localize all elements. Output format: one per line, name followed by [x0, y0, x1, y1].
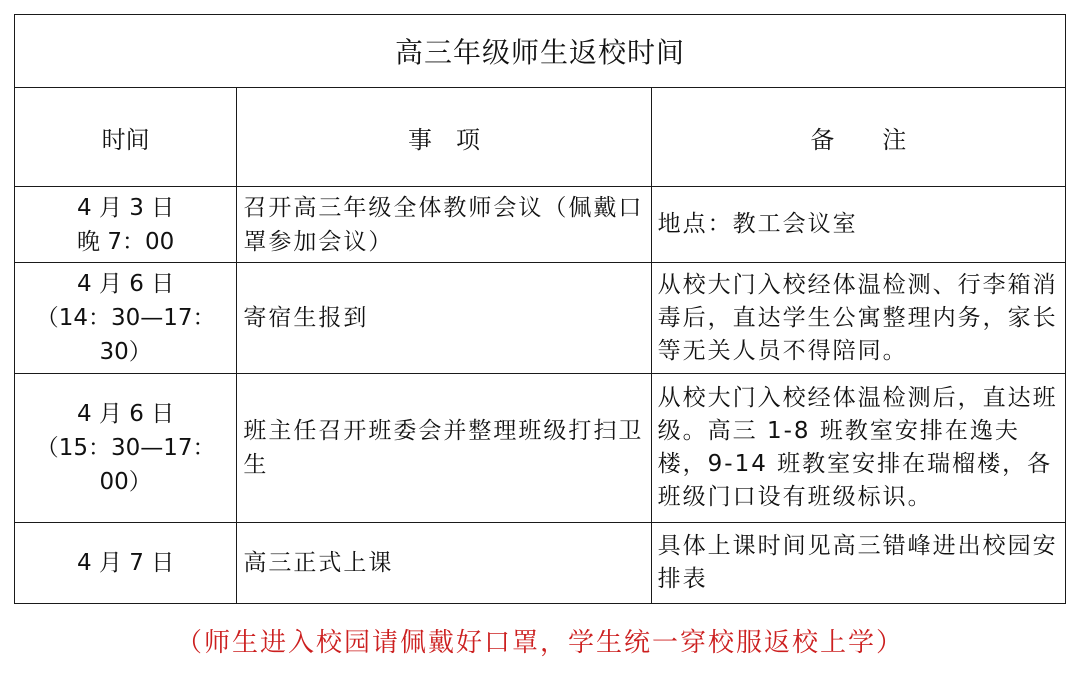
- schedule-table: [14, 14, 1066, 604]
- table-title: 高三年级师生返校时间: [15, 15, 1066, 88]
- cell-note: 从校大门入校经体温检测、行李箱消毒后，直达学生公寓整理内务，家长等无关人员不得陪同。: [651, 263, 1065, 374]
- table-title-row: [15, 15, 1066, 88]
- cell-note: 具体上课时间见高三错峰进出校园安排表: [651, 523, 1065, 604]
- cell-note: 地点：教工会议室: [651, 187, 1065, 263]
- cell-time: 4 月 7 日: [15, 523, 237, 604]
- schedule-sheet: [14, 14, 1066, 604]
- cell-item: 班主任召开班委会并整理班级打扫卫生: [237, 374, 651, 523]
- cell-note: 从校大门入校经体温检测后，直达班级。高三 1-8 班教室安排在逸夫楼，9-14 班教室安排在瑞榴楼，各班级门口设有班级标识。: [651, 374, 1065, 523]
- header-note: 备 注: [651, 88, 1065, 187]
- cell-time: 4 月 3 日 晚 7：00: [15, 187, 237, 263]
- footer-notice: （师生进入校园请佩戴好口罩，学生统一穿校服返校上学）: [175, 628, 904, 658]
- table-row: [15, 263, 1066, 374]
- header-item: 事 项: [237, 88, 651, 187]
- cell-time: 4 月 6 日 （14：30—17：30）: [15, 263, 237, 374]
- table-row: [15, 374, 1066, 523]
- table-header-row: [15, 88, 1066, 187]
- table-row: [15, 187, 1066, 263]
- header-time: 时间: [15, 88, 237, 187]
- cell-item: 召开高三年级全体教师会议（佩戴口罩参加会议）: [237, 187, 651, 263]
- cell-item: 高三正式上课: [237, 523, 651, 604]
- table-row: [15, 523, 1066, 604]
- cell-time: 4 月 6 日 （15：30—17：00）: [15, 374, 237, 523]
- cell-item: 寄宿生报到: [237, 263, 651, 374]
